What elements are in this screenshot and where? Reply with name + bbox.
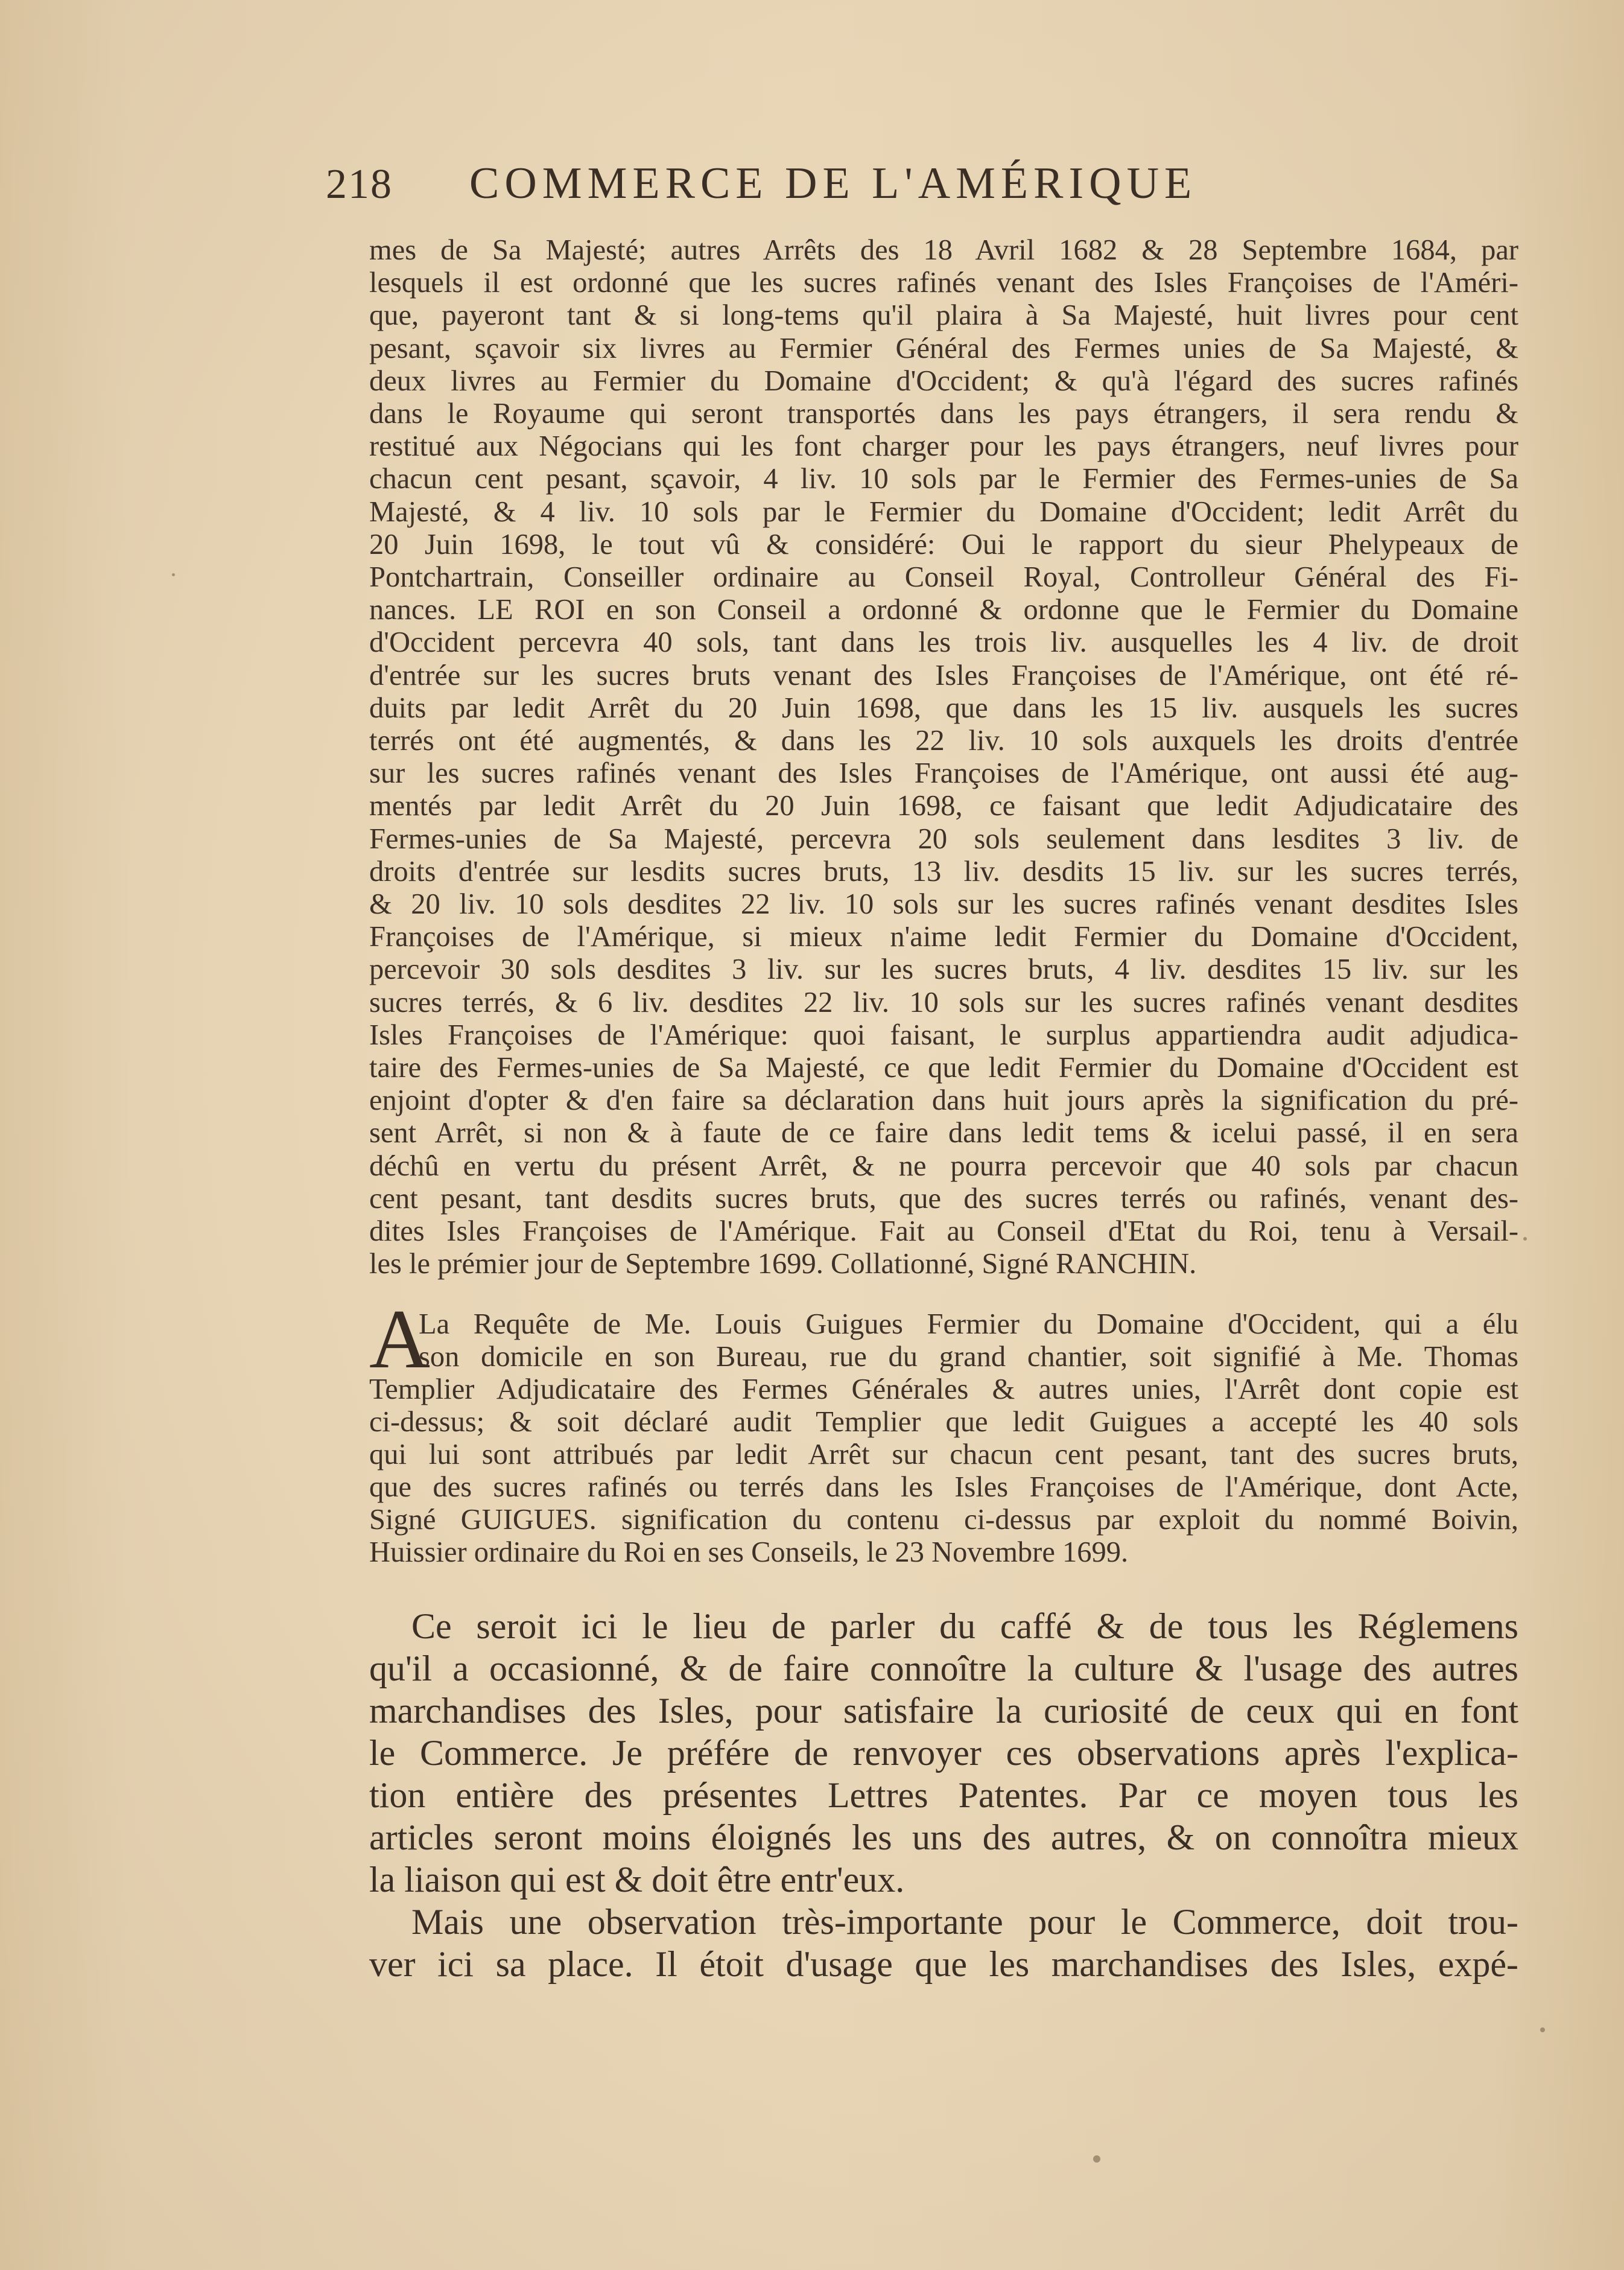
arret-line: déchû en vertu du présent Arrêt, & ne pourra percevoir que 40 sols par chacun <box>369 1149 1518 1182</box>
arret-line: mes de Sa Majesté; autres Arrêts des 18 Avril 1682 & 28 Septembre 1684, par <box>369 234 1518 266</box>
requete-line: Signé GUIGUES. signification du contenu ci-dessus par exploit du nommé Boivin, <box>369 1504 1518 1536</box>
requete-line: qui lui sont attribués par ledit Arrêt sur chacun cent pesant, tant des sucres bruts, <box>369 1439 1518 1470</box>
arret-line: Fermes-unies de Sa Majesté, percevra 20 sols seulement dans lesdites 3 liv. de <box>369 822 1518 855</box>
arret-line: sucres terrés, & 6 liv. desdites 22 liv. 10 sols sur les sucres rafinés venant desdites <box>369 986 1518 1019</box>
requete-line: son domicile en son Bureau, rue du grand chantier, soit signifié à Me. Thomas <box>419 1341 1518 1373</box>
commentary-line: ver ici sa place. Il étoit d'usage que les marchandises des Isles, expé- <box>369 1944 1518 1984</box>
arret-line: deux livres au Fermier du Domaine d'Occident; & qu'à l'égard des sucres rafinés <box>369 364 1518 397</box>
arret-line: terrés ont été augmentés, & dans les 22 liv. 10 sols auxquels les droits d'entrée <box>369 725 1518 757</box>
page-number: 218 <box>326 161 393 208</box>
commentary-line: la liaison qui est & doit être entr'eux. <box>369 1860 905 1900</box>
arret-line: d'Occident percevra 40 sols, tant dans les trois liv. ausquelles les 4 liv. de droit <box>369 626 1518 659</box>
requete-line: Huissier ordinaire du Roi en ses Conseils, le 23 Novembre 1699. <box>369 1536 1129 1568</box>
commentary-line: le Commerce. Je préfére de renvoyer ces observations après l'explica- <box>369 1733 1518 1773</box>
arret-line: les le prémier jour de Septembre 1699. Collationné, Signé RANCHIN. <box>369 1248 1197 1280</box>
arret-line: chacun cent pesant, sçavoir, 4 liv. 10 sols par le Fermier des Fermes-unies de Sa <box>369 463 1518 495</box>
arret-text-block <box>369 234 1518 1281</box>
arret-line: dans le Royaume qui seront transportés dans les pays étrangers, il sera rendu & <box>369 398 1518 430</box>
arret-line: taire des Fermes-unies de Sa Majesté, ce que ledit Fermier du Domaine d'Occident est <box>369 1052 1518 1084</box>
paper-spot <box>1093 2155 1100 2163</box>
arret-line: 20 Juin 1698, le tout vû & considéré: Oui le rapport du sieur Phelypeaux de <box>369 528 1518 561</box>
commentary-line: articles seront moins éloignés les uns des autres, & on connoîtra mieux <box>369 1817 1518 1857</box>
arret-line: d'entrée sur les sucres bruts venant des Isles Françoises de l'Amérique, ont été ré- <box>369 659 1518 691</box>
paper-spot <box>172 573 175 576</box>
arret-line: Pontchartrain, Conseiller ordinaire au Conseil Royal, Controlleur Général des Fi- <box>369 561 1518 594</box>
paper-spot <box>1540 2027 1545 2032</box>
arret-line: Françoises de l'Amérique, si mieux n'aime ledit Fermier du Domaine d'Occident, <box>369 921 1518 953</box>
arret-line: & 20 liv. 10 sols desdites 22 liv. 10 sols sur les sucres rafinés venant desdites Isles <box>369 888 1518 921</box>
commentary-line: Ce seroit ici le lieu de parler du caffé & de tous les Réglemens <box>411 1606 1518 1646</box>
arret-line: droits d'entrée sur lesdits sucres bruts, 13 liv. desdits 15 liv. sur les sucres terrés, <box>369 855 1518 888</box>
arret-line: nances. LE ROI en son Conseil a ordonné & ordonne que le Fermier du Domaine <box>369 594 1518 626</box>
arret-line: Isles Françoises de l'Amérique: quoi faisant, le surplus appartiendra audit adjudica- <box>369 1019 1518 1051</box>
arret-line: cent pesant, tant desdits sucres bruts, que des sucres terrés ou rafinés, venant des- <box>369 1182 1518 1215</box>
commentary-line: qu'il a occasionné, & de faire connoître la culture & l'usage des autres <box>369 1648 1518 1688</box>
requete-line: La Requête de Me. Louis Guigues Fermier du Domaine d'Occident, qui a élu <box>419 1308 1518 1340</box>
arret-line: mentés par ledit Arrêt du 20 Juin 1698, ce faisant que ledit Adjudicataire des <box>369 790 1518 822</box>
commentary-line: marchandises des Isles, pour satisfaire la curiosité de ceux qui en font <box>369 1691 1518 1731</box>
arret-line: pesant, sçavoir six livres au Fermier Général des Fermes unies de Sa Majesté, & <box>369 332 1518 364</box>
arret-line: dites Isles Françoises de l'Amérique. Fait au Conseil d'Etat du Roi, tenu à Versail- <box>369 1215 1518 1248</box>
drop-cap: A <box>369 1292 431 1386</box>
commentary-text-block <box>369 1605 1518 1985</box>
page-header-title: COMMERCE DE L'AMÉRIQUE <box>469 159 1197 208</box>
arret-line: lesquels il est ordonné que les sucres rafinés venant des Isles Françoises de l'Améri- <box>369 267 1518 299</box>
arret-line: que, payeront tant & si long-tems qu'il plaira à Sa Majesté, huit livres pour cent <box>369 299 1518 332</box>
running-head <box>326 158 1351 224</box>
requete-line: ci-dessus; & soit déclaré audit Templier que ledit Guigues a accepté les 40 sols <box>369 1406 1518 1438</box>
arret-line: enjoint d'opter & d'en faire sa déclaration dans huit jours après la signification du pré- <box>369 1084 1518 1117</box>
requete-line: Templier Adjudicataire des Fermes Générales & autres unies, l'Arrêt dont copie est <box>369 1373 1518 1405</box>
arret-line: restitué aux Négocians qui les font charger pour les pays étrangers, neuf livres pour <box>369 430 1518 463</box>
requete-text-block <box>369 1308 1518 1569</box>
commentary-line: Mais une observation très-importante pour le Commerce, doit trou- <box>411 1902 1518 1942</box>
arret-line: sur les sucres rafinés venant des Isles Françoises de l'Amérique, ont aussi été aug- <box>369 757 1518 790</box>
requete-line: que des sucres rafinés ou terrés dans les Isles Françoises de l'Amérique, dont Acte, <box>369 1471 1518 1503</box>
arret-line: percevoir 30 sols desdites 3 liv. sur les sucres bruts, 4 liv. desdites 15 liv. sur les <box>369 953 1518 986</box>
arret-line: duits par ledit Arrêt du 20 Juin 1698, que dans les 15 liv. ausquels les sucres <box>369 691 1518 724</box>
arret-line: sent Arrêt, si non & à faute de ce faire dans ledit tems & icelui passé, il en sera <box>369 1117 1518 1149</box>
commentary-line: tion entière des présentes Lettres Patentes. Par ce moyen tous les <box>369 1775 1518 1815</box>
paper-spot <box>1523 1237 1527 1241</box>
arret-line: Majesté, & 4 liv. 10 sols par le Fermier du Domaine d'Occident; ledit Arrêt du <box>369 495 1518 528</box>
